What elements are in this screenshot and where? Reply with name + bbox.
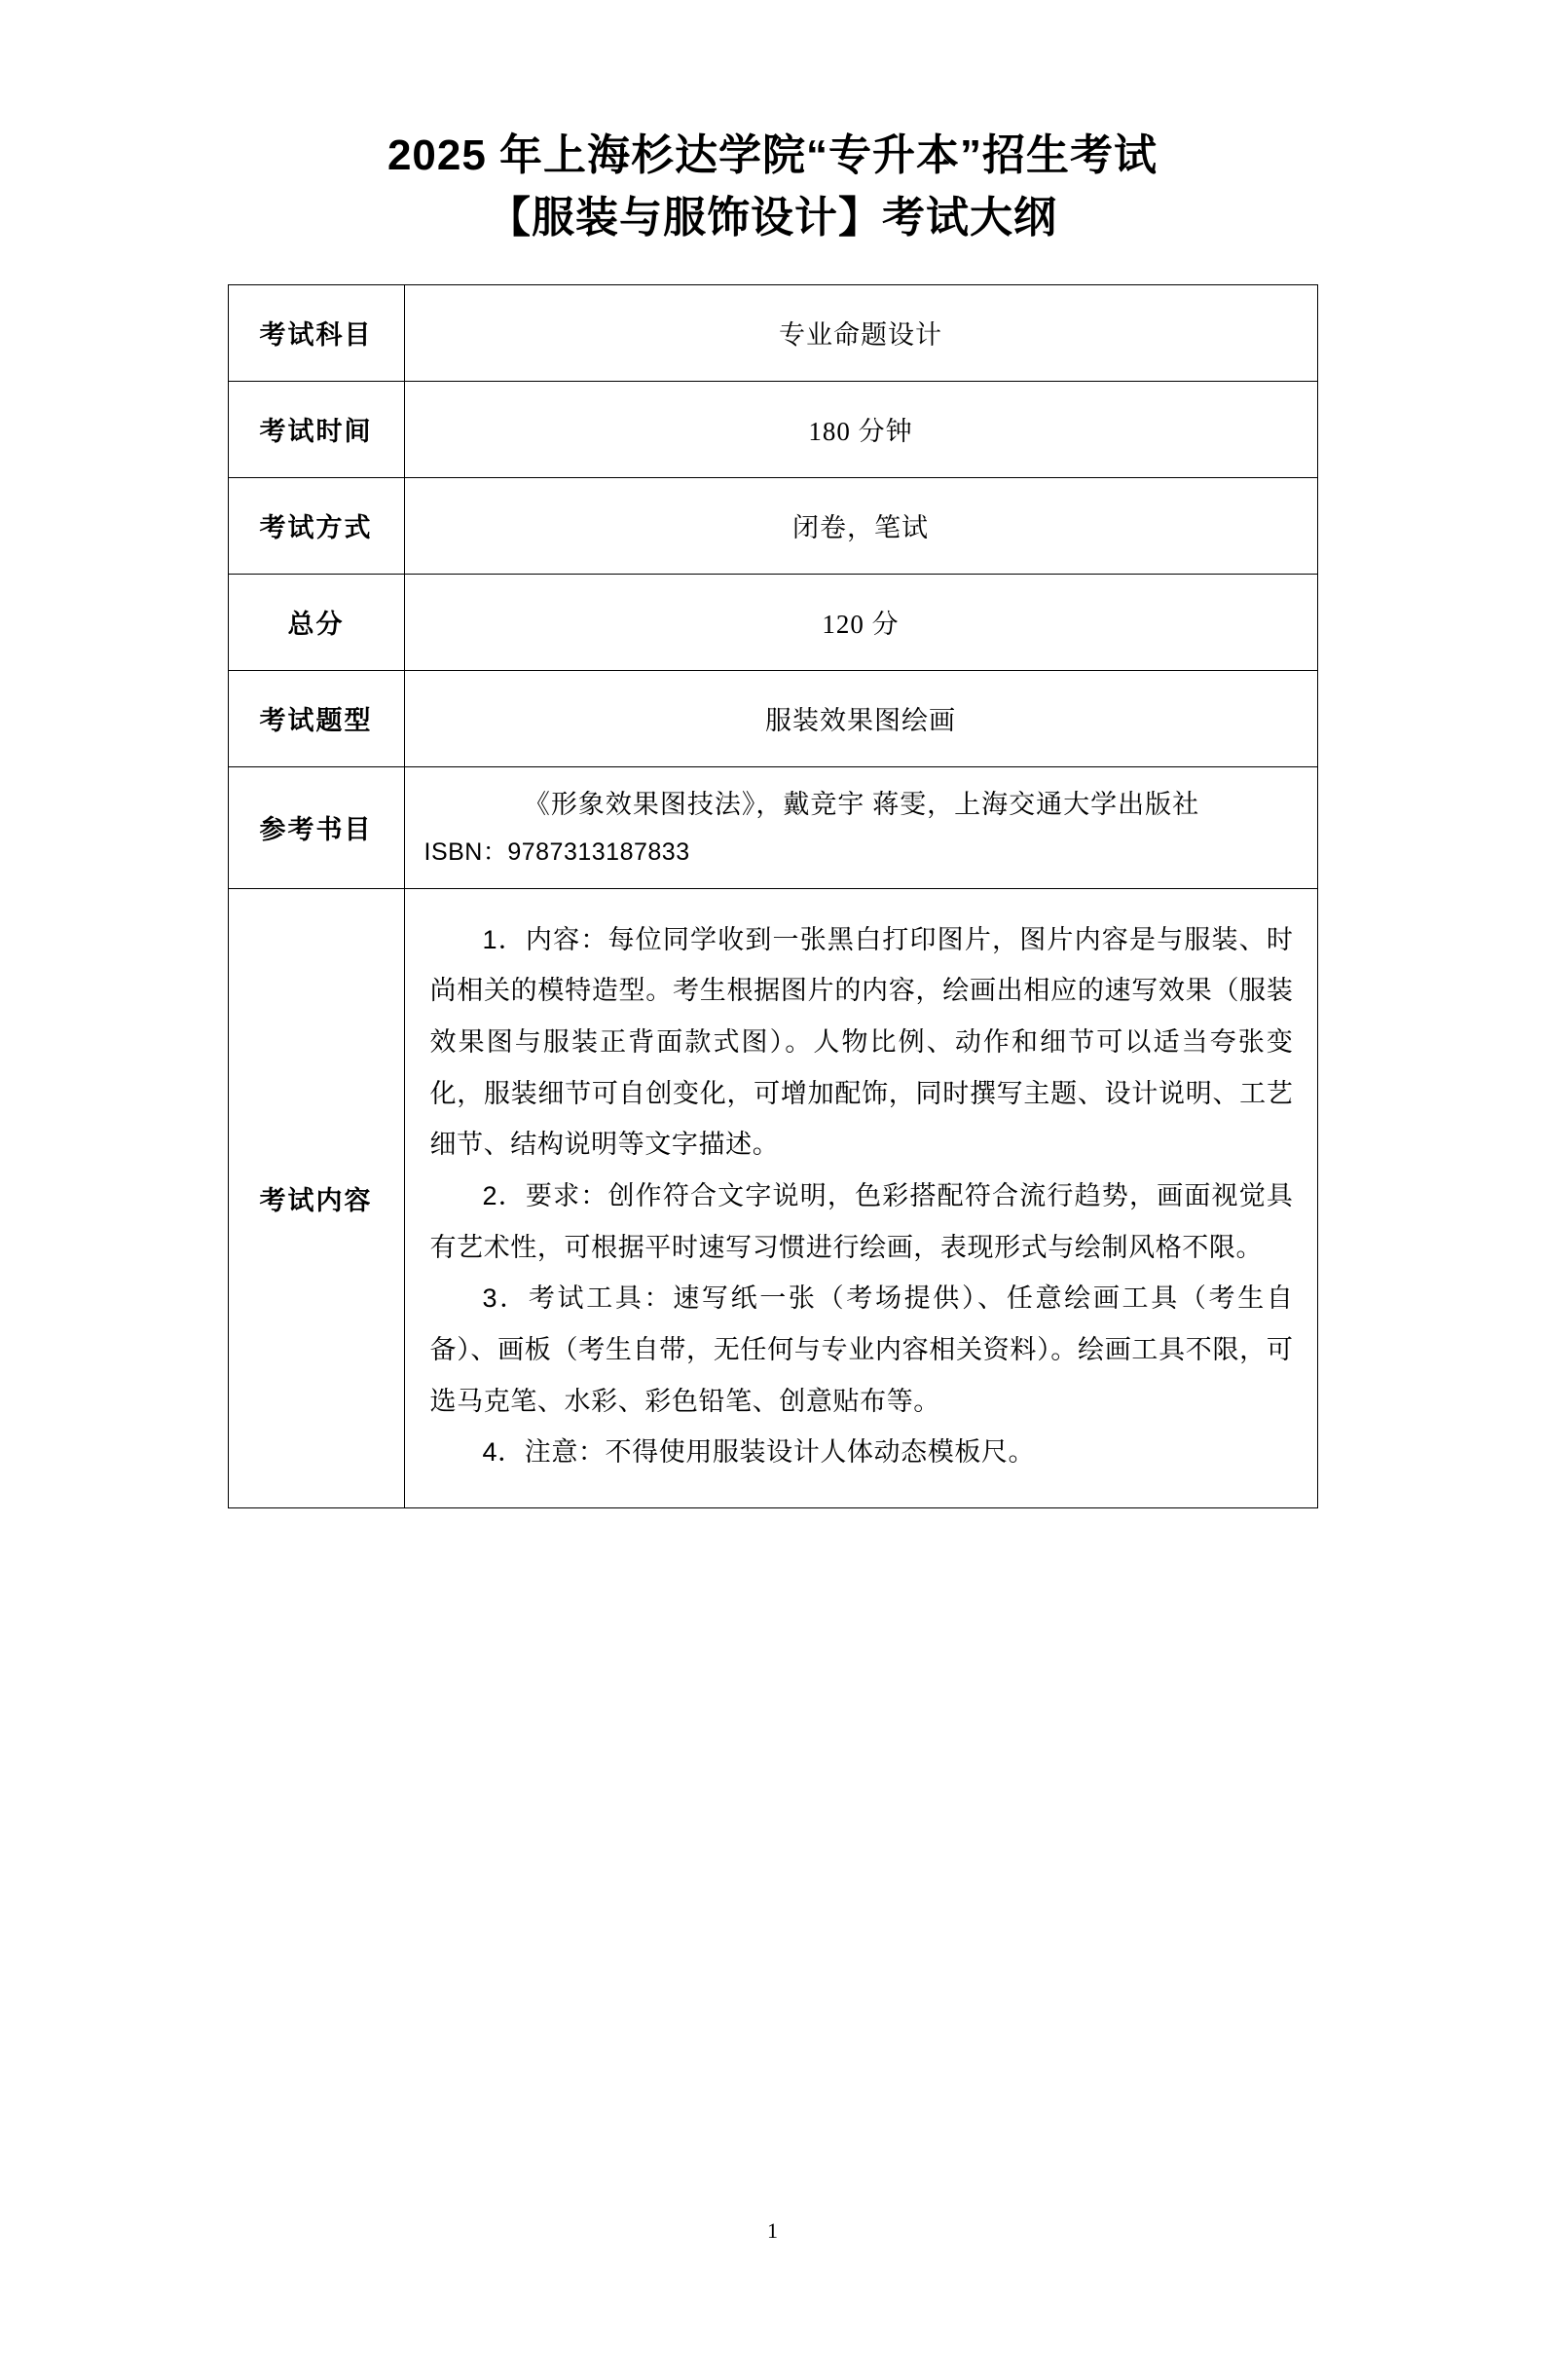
row-value-duration: 180 分钟: [404, 381, 1317, 477]
content-paragraph-2: 2．要求：创作符合文字说明，色彩搭配符合流行趋势，画面视觉具有艺术性，可根据平时速写习惯进行绘画，表现形式与绘制风格不限。: [429, 1180, 1294, 1262]
content-paragraph-4: 4．注意：不得使用服装设计人体动态模板尺。: [482, 1437, 1036, 1468]
row-label-reference-books: 参考书目: [228, 766, 404, 888]
title-line-2: 【服装与服饰设计】考试大纲: [488, 193, 1057, 242]
row-value-method: 闭卷，笔试: [404, 477, 1317, 574]
row-label-question-type: 考试题型: [228, 670, 404, 766]
exam-outline-table: [228, 284, 1318, 1508]
table-row: [228, 574, 1317, 670]
table-row: [228, 284, 1317, 381]
row-label-subject: 考试科目: [228, 284, 404, 381]
row-value-question-type: 服装效果图绘画: [404, 670, 1317, 766]
row-label-duration: 考试时间: [228, 381, 404, 477]
row-value-subject: 专业命题设计: [404, 284, 1317, 381]
content-paragraph-1: 1．内容：每位同学收到一张黑白打印图片，图片内容是与服装、时尚相关的模特造型。考生根据图片的内容，绘画出相应的速写效果（服装效果图与服装正背面款式图）。人物比例、动作和细节可以适当夸张变化，服装细节可自创变化，可增加配饰，同时撰写主题、设计说明、工艺细节、结构说明等文字描述。: [429, 924, 1294, 1160]
title-line-1: 2025 年上海杉达学院“专升本”招生考试: [386, 131, 1159, 179]
document-title: [0, 125, 1545, 249]
content-paragraph-3: 3．考试工具：速写纸一张（考场提供）、任意绘画工具（考生自备）、画板（考生自带，无任何与专业内容相关资料）。绘画工具不限，可选马克笔、水彩、彩色铅笔、创意贴布等。: [429, 1283, 1294, 1416]
table-row: [228, 381, 1317, 477]
row-label-exam-content: 考试内容: [228, 888, 404, 1507]
row-value-exam-content: [404, 888, 1317, 1507]
table-row-content: [228, 888, 1317, 1507]
table-row-reference: [228, 766, 1317, 888]
table-row: [228, 670, 1317, 766]
table-row: [228, 477, 1317, 574]
page-number: 1: [767, 2218, 778, 2243]
reference-book-title: 《形象效果图技法》，戴竞宇 蒋雯，上海交通大学出版社: [523, 789, 1200, 819]
row-value-reference-books: [404, 766, 1317, 888]
row-value-total-score: 120 分: [404, 574, 1317, 670]
row-label-total-score: 总分: [228, 574, 404, 670]
row-label-method: 考试方式: [228, 477, 404, 574]
document-page: [0, 125, 1545, 2380]
reference-book-isbn: ISBN：9787313187833: [423, 837, 690, 866]
